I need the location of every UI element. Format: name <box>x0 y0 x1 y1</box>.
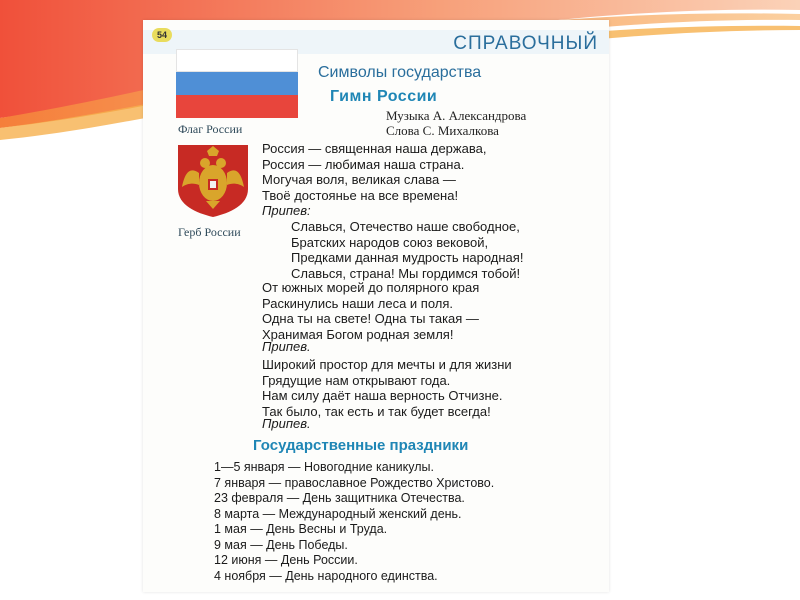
chorus-line: Братских народов союз вековой, <box>291 234 489 250</box>
anthem-words-credit: Слова С. Михалкова <box>386 123 499 138</box>
verse-line: Хранимая Богом родная земля! <box>262 326 454 342</box>
holiday-item: 7 января — православное Рождество Христово. <box>214 475 495 490</box>
verse-line: От южных морей до полярного края <box>262 280 480 295</box>
holiday-item: 9 мая — День Победы. <box>214 537 348 552</box>
holiday-item: 1—5 января — Новогодние каникулы. <box>214 460 434 474</box>
anthem-music-credit: Музыка А. Александрова <box>386 108 527 123</box>
holiday-item: 23 февраля — День защитника Отечества. <box>214 491 465 505</box>
verse-line: Нам силу даёт наша верность Отчизне. <box>262 388 503 403</box>
holiday-item: 4 ноября — День народного единства. <box>214 568 438 583</box>
holidays-title: Государственные праздники <box>253 437 469 454</box>
verse-line: Одна ты на свете! Одна ты такая — <box>262 311 479 326</box>
verse-line: Могучая воля, великая слава — <box>262 172 456 187</box>
anthem-verse-3 <box>262 357 512 419</box>
chorus-line: Славься, страна! Мы гордимся тобой! <box>291 265 521 281</box>
page-number: 54 <box>152 28 172 42</box>
flag-red-stripe <box>176 95 298 118</box>
section-title: СПРАВОЧНЫЙ <box>453 33 598 54</box>
coat-of-arms-icon <box>174 143 252 218</box>
anthem-title: Гимн России <box>330 88 438 105</box>
chorus-line: Славься, Отечество наше свободное, <box>291 219 520 234</box>
flag-caption: Флаг России <box>178 122 243 136</box>
flag-blue-stripe <box>176 72 298 95</box>
verse-line: Грядущие нам открывают года. <box>262 372 451 388</box>
chorus-label: Припев: <box>262 203 311 218</box>
chorus-label-2: Припев. <box>262 339 311 354</box>
coat-caption: Герб России <box>178 225 241 239</box>
holiday-item: 1 мая — День Весны и Труда. <box>214 522 388 536</box>
chorus-label-3: Припев. <box>262 416 311 431</box>
symbols-title: Символы государства <box>318 64 482 81</box>
anthem-verse-2 <box>262 280 479 342</box>
anthem-verse-1 <box>262 141 486 203</box>
verse-line: Твоё достоянье на все времена! <box>262 187 459 203</box>
anthem-authors <box>386 108 526 138</box>
verse-line: Россия — любимая наша страна. <box>262 156 465 172</box>
chorus-line: Предками данная мудрость народная! <box>291 250 524 265</box>
verse-line: Россия — священная наша держава, <box>262 141 487 156</box>
verse-line: Раскинулись наши леса и поля. <box>262 295 454 311</box>
russian-flag <box>176 49 298 118</box>
holidays-list <box>214 460 494 584</box>
holiday-item: 8 марта — Международный женский день. <box>214 506 462 521</box>
flag-white-stripe <box>176 49 298 72</box>
verse-line: Широкий простор для мечты и для жизни <box>262 357 512 372</box>
verse-line: Так было, так есть и так будет всегда! <box>262 403 491 419</box>
holiday-item: 12 июня — День России. <box>214 553 358 567</box>
anthem-chorus <box>291 219 523 281</box>
